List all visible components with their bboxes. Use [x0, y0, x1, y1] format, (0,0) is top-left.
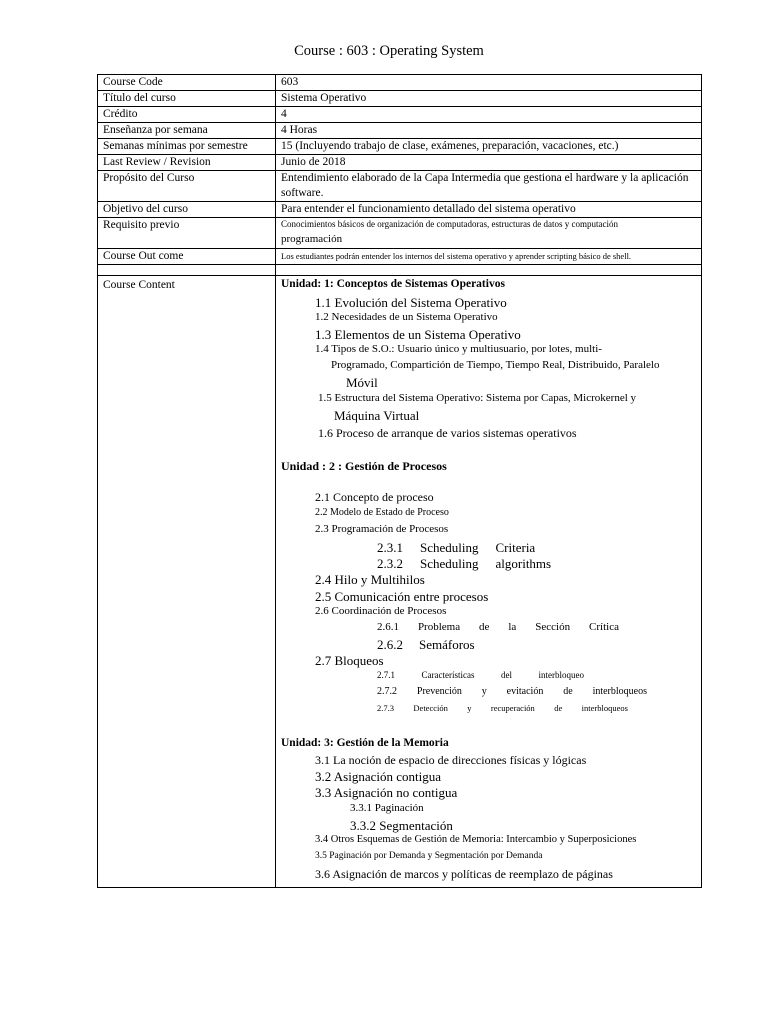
- subtopic-number: 2.6.1: [377, 621, 399, 633]
- subtopic-word: y: [481, 686, 487, 697]
- subtopic-number: 2.7.2: [377, 686, 397, 697]
- unit-title: Unidad: 1: Conceptos de Sistemas Operativos: [281, 278, 505, 290]
- table-row: [98, 218, 702, 249]
- subtopic-word: interbloqueo: [538, 670, 584, 680]
- subtopic-number: 2.3.2: [377, 556, 403, 571]
- row-label: Requisito previo: [98, 218, 276, 249]
- topic-item: Programado, Compartición de Tiempo, Tiempo Real, Distribuido, Paralelo: [331, 359, 660, 371]
- subtopic-word: de: [563, 686, 573, 697]
- row-value: Junio de 2018: [276, 155, 702, 171]
- row-value: Para entender el funcionamiento detallado del sistema operativo: [276, 202, 702, 218]
- row-label: Propósito del Curso: [98, 171, 276, 202]
- row-value: Los estudiantes podrán entender los internos del sistema operativo y aprender scripting básico de shell.: [276, 249, 702, 265]
- topic-item: Móvil: [346, 375, 378, 390]
- table-row: [98, 91, 702, 107]
- subtopic-word: del: [500, 670, 512, 680]
- topic-item: 3.3.1 Paginación: [350, 802, 424, 814]
- document-title: Course : 603 : Operating System: [294, 43, 484, 59]
- row-value: 603: [276, 75, 702, 91]
- subtopic-word: interbloqueos: [581, 703, 628, 713]
- subtopic-item: [377, 557, 551, 570]
- course-content: [276, 276, 702, 888]
- subtopic-item: [377, 687, 647, 697]
- table-row: [98, 155, 702, 171]
- row-value: [276, 218, 702, 249]
- topic-item: 1.4 Tipos de S.O.: Usuario único y multiusuario, por lotes, multi-: [315, 343, 602, 355]
- row-value: 4: [276, 107, 702, 123]
- subtopic-word: Semáforos: [419, 637, 475, 652]
- subtopic-word: Scheduling: [420, 540, 479, 555]
- empty-cell: [276, 265, 702, 276]
- subtopic-word: Scheduling: [420, 556, 479, 571]
- subtopic-word: interbloqueos: [592, 686, 647, 697]
- row-value: Entendimiento elaborado de la Capa Intermedia que gestiona el hardware y la aplicación software.: [276, 171, 702, 202]
- topic-item: 3.3.2 Segmentación: [350, 818, 453, 833]
- subtopic-word: de: [479, 621, 490, 633]
- unit-title: Unidad : 2 : Gestión de Procesos: [281, 459, 447, 473]
- table-row: [98, 123, 702, 139]
- table-row: [98, 202, 702, 218]
- subtopic-word: Problema: [417, 621, 461, 633]
- topic-item: 3.2 Asignación contigua: [315, 769, 442, 784]
- table-row: [98, 276, 702, 888]
- row-label: Course Out come: [98, 249, 276, 265]
- table-row: [98, 75, 702, 91]
- topic-item: 3.5 Paginación por Demanda y Segmentación por Demanda: [315, 851, 543, 861]
- row-label: Course Code: [98, 75, 276, 91]
- subtopic-number: 2.7.3: [377, 703, 394, 713]
- subtopic-word: recuperación: [490, 703, 535, 713]
- topic-item: 3.6 Asignación de marcos y políticas de reemplazo de páginas: [315, 867, 613, 881]
- subtopic-word: evitación: [506, 686, 544, 697]
- course-info-table: [97, 74, 702, 888]
- topic-item: 1.2 Necesidades de un Sistema Operativo: [315, 311, 498, 323]
- subtopic-word: Características: [421, 670, 475, 680]
- topic-item: 1.3 Elementos de un Sistema Operativo: [315, 327, 521, 342]
- topic-item: 1.5 Estructura del Sistema Operativo: Sistema por Capas, Microkernel y: [318, 392, 637, 404]
- topic-item: 3.4 Otros Esquemas de Gestión de Memoria: Intercambio y Superposiciones: [315, 834, 637, 845]
- row-label: Enseñanza por semana: [98, 123, 276, 139]
- topic-item: 1.6 Proceso de arranque de varios sistemas operativos: [318, 426, 577, 440]
- row-value: 15 (Incluyendo trabajo de clase, exámenes, preparación, vacaciones, etc.): [276, 139, 702, 155]
- empty-cell: [98, 265, 276, 276]
- topic-item: 2.2 Modelo de Estado de Proceso: [315, 507, 449, 518]
- subtopic-item: [377, 671, 584, 680]
- subtopic-number: 2.7.1: [377, 670, 395, 680]
- subtopic-word: de: [554, 703, 563, 713]
- row-value-line: Conocimientos básicos de organización de computadoras, estructuras de datos y computación: [281, 219, 618, 229]
- topic-item: 3.3 Asignación no contigua: [315, 785, 458, 800]
- table-row: [98, 107, 702, 123]
- table-row: [98, 265, 702, 276]
- topic-item: Máquina Virtual: [334, 408, 420, 423]
- topic-item: 2.1 Concepto de proceso: [315, 490, 434, 504]
- topic-item: 1.1 Evolución del Sistema Operativo: [315, 295, 507, 310]
- topic-item: 2.3 Programación de Procesos: [315, 523, 449, 535]
- row-label: Título del curso: [98, 91, 276, 107]
- topic-item: 2.4 Hilo y Multihilos: [315, 572, 425, 587]
- topic-item: 2.6 Coordinación de Procesos: [315, 605, 447, 617]
- unit-title: Unidad: 3: Gestión de la Memoria: [281, 737, 449, 749]
- subtopic-item: [377, 638, 475, 651]
- row-label: Crédito: [98, 107, 276, 123]
- subtopic-word: Sección: [535, 621, 571, 633]
- topic-item: 2.5 Comunicación entre procesos: [315, 589, 489, 604]
- subtopic-item: [377, 622, 619, 633]
- table-row: [98, 171, 702, 202]
- row-label: Objetivo del curso: [98, 202, 276, 218]
- table-row: [98, 139, 702, 155]
- subtopic-word: Crítica: [589, 621, 619, 633]
- subtopic-number: 2.3.1: [377, 540, 403, 555]
- row-label: Semanas mínimas por semestre: [98, 139, 276, 155]
- topic-item: 2.7 Bloqueos: [315, 653, 384, 668]
- subtopic-number: 2.6.2: [377, 637, 403, 652]
- subtopic-word: la: [508, 621, 517, 633]
- table-row: [98, 249, 702, 265]
- subtopic-word: Prevención: [416, 686, 462, 697]
- subtopic-item: [377, 704, 628, 713]
- course-content-label: Course Content: [98, 276, 276, 888]
- row-value: Sistema Operativo: [276, 91, 702, 107]
- row-value-line: programación: [281, 233, 343, 245]
- subtopic-item: [377, 541, 535, 554]
- subtopic-word: Detección: [413, 703, 448, 713]
- subtopic-word: algorithms: [495, 556, 552, 571]
- topic-item: 3.1 La noción de espacio de direcciones físicas y lógicas: [315, 753, 587, 767]
- row-value: 4 Horas: [276, 123, 702, 139]
- subtopic-word: Criteria: [495, 540, 536, 555]
- row-label: Last Review / Revision: [98, 155, 276, 171]
- subtopic-word: y: [467, 703, 472, 713]
